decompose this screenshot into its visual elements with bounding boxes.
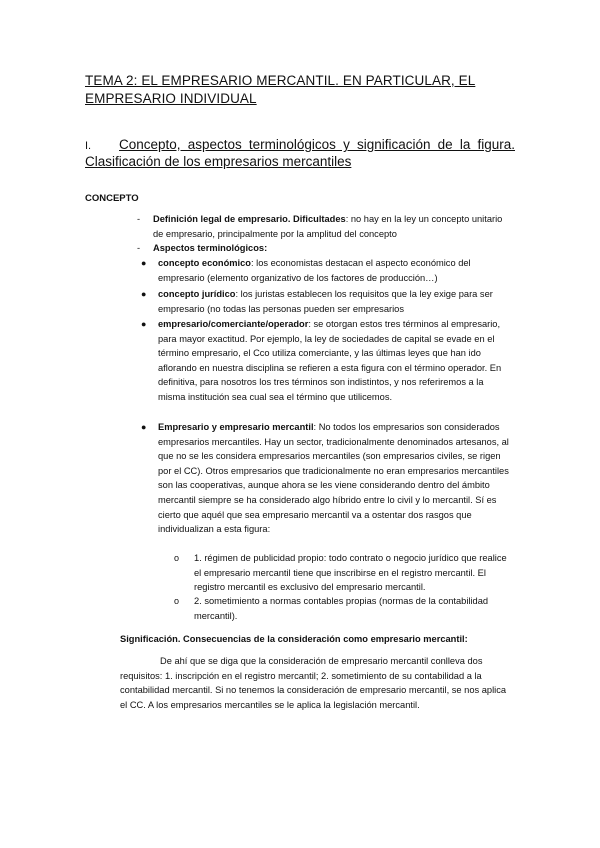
significacion-heading-text: Significación. Consecuencias de la consideración como empresario mercantil: (120, 634, 468, 644)
bullet-bold: concepto jurídico (158, 289, 236, 299)
bullet-concepto-juridico (158, 287, 513, 316)
significacion-heading (120, 632, 520, 647)
bullet-marker: ● (141, 289, 147, 299)
bullet-text: : se otorgan estos tres términos al empresario, para mayor exactitud. Por ejemplo, la ley de sociedades de capital se evade en el término empresario, el Cco utiliza comerciante, y las últimas leyes que han ido aflorando en nuestra disciplina se refieren a esta figura con el término operador. En definitiva, para nosotros los tres términos son indistintos, y nos referiremos a la misma institución sea cual sea el término que utilicemos. (158, 319, 502, 402)
bullet-bold: concepto económico (158, 258, 251, 268)
bullet-marker: ● (141, 422, 147, 432)
dash-item-bold: Definición legal de empresario. Dificultades (153, 214, 346, 224)
bullet-marker: ● (141, 319, 147, 329)
bullet-bold: Empresario y empresario mercantil (158, 422, 314, 432)
sub-item-marker: o (174, 553, 180, 563)
bullet-empresario-comerciante-operador (158, 317, 513, 405)
bullet-concepto-economico (158, 256, 513, 285)
dash-marker: - (137, 243, 141, 253)
bullet-empresario-mercantil (158, 420, 513, 537)
dash-item-text: : no hay en la ley un concepto unitario de empresario, principalmente por la amplitud del concepto (153, 214, 503, 239)
dash-marker: - (137, 214, 141, 224)
concepto-heading: CONCEPTO (85, 193, 139, 204)
dash-item-aspectos (153, 241, 508, 256)
bullet-text: : los juristas establecen los requisitos que la ley exige para ser empresario (no todas las personas pueden ser empresarios (158, 289, 493, 314)
dash-item-definicion (153, 212, 508, 241)
dash-item-bold: Aspectos terminológicos: (153, 243, 268, 253)
bullet-bold: empresario/comerciante/operador (158, 319, 309, 329)
section-title: Concepto, aspectos terminológicos y significación de la figura. Clasificación de los empresarios mercantiles (85, 137, 515, 169)
section-number: I. (85, 140, 92, 152)
bullet-text: : los economistas destacan el aspecto económico del empresario (elemento organizativo de los factores de producción…) (158, 258, 471, 283)
bullet-text: : No todos los empresarios son considerados empresarios mercantiles. Hay un sector, tradicionalmente denominados artesanos, al que no se les considera empresarios mercantiles (son empresarios civiles, se rigen por el CC). Otros empresarios que tradicionalmente no eran empresarios mercantiles son las cooperativas, aunque ahora se les viene considerando dentro del ámbito mercantil siempre se ha considerado algo híbrido entre lo civil y lo mercantil. Sí es cierto que aquél que sea empresario mercantil va a ostentar dos rasgos que individualizan a esta figura: (158, 422, 509, 535)
sub-item-marker: o (174, 596, 180, 606)
sub-item-normas-contables: 2. sometimiento a normas contables propias (normas de la contabilidad mercantil). (194, 596, 489, 621)
significacion-paragraph: De ahí que se diga que la consideración de empresario mercantil conlleva dos requisitos: 1. inscripción en el registro mercantil; 2. sometimiento de su contabilidad a la contabilidad mercantil. Si no tenemos la consideración de empresario mercantil, se nos aplica el CC. A los empresarios mercantiles se le aplica la legislación mercantil. (120, 656, 507, 710)
document-title: TEMA 2: EL EMPRESARIO MERCANTIL. EN PARTICULAR, EL EMPRESARIO INDIVIDUAL (85, 73, 476, 106)
sub-item-regimen-publicidad: 1. régimen de publicidad propio: todo contrato o negocio jurídico que realice el empresario mercantil tiene que inscribirse en el registro mercantil. El registro mercantil es exclusivo del empresario mercantil. (194, 553, 507, 593)
bullet-marker: ● (141, 258, 147, 268)
